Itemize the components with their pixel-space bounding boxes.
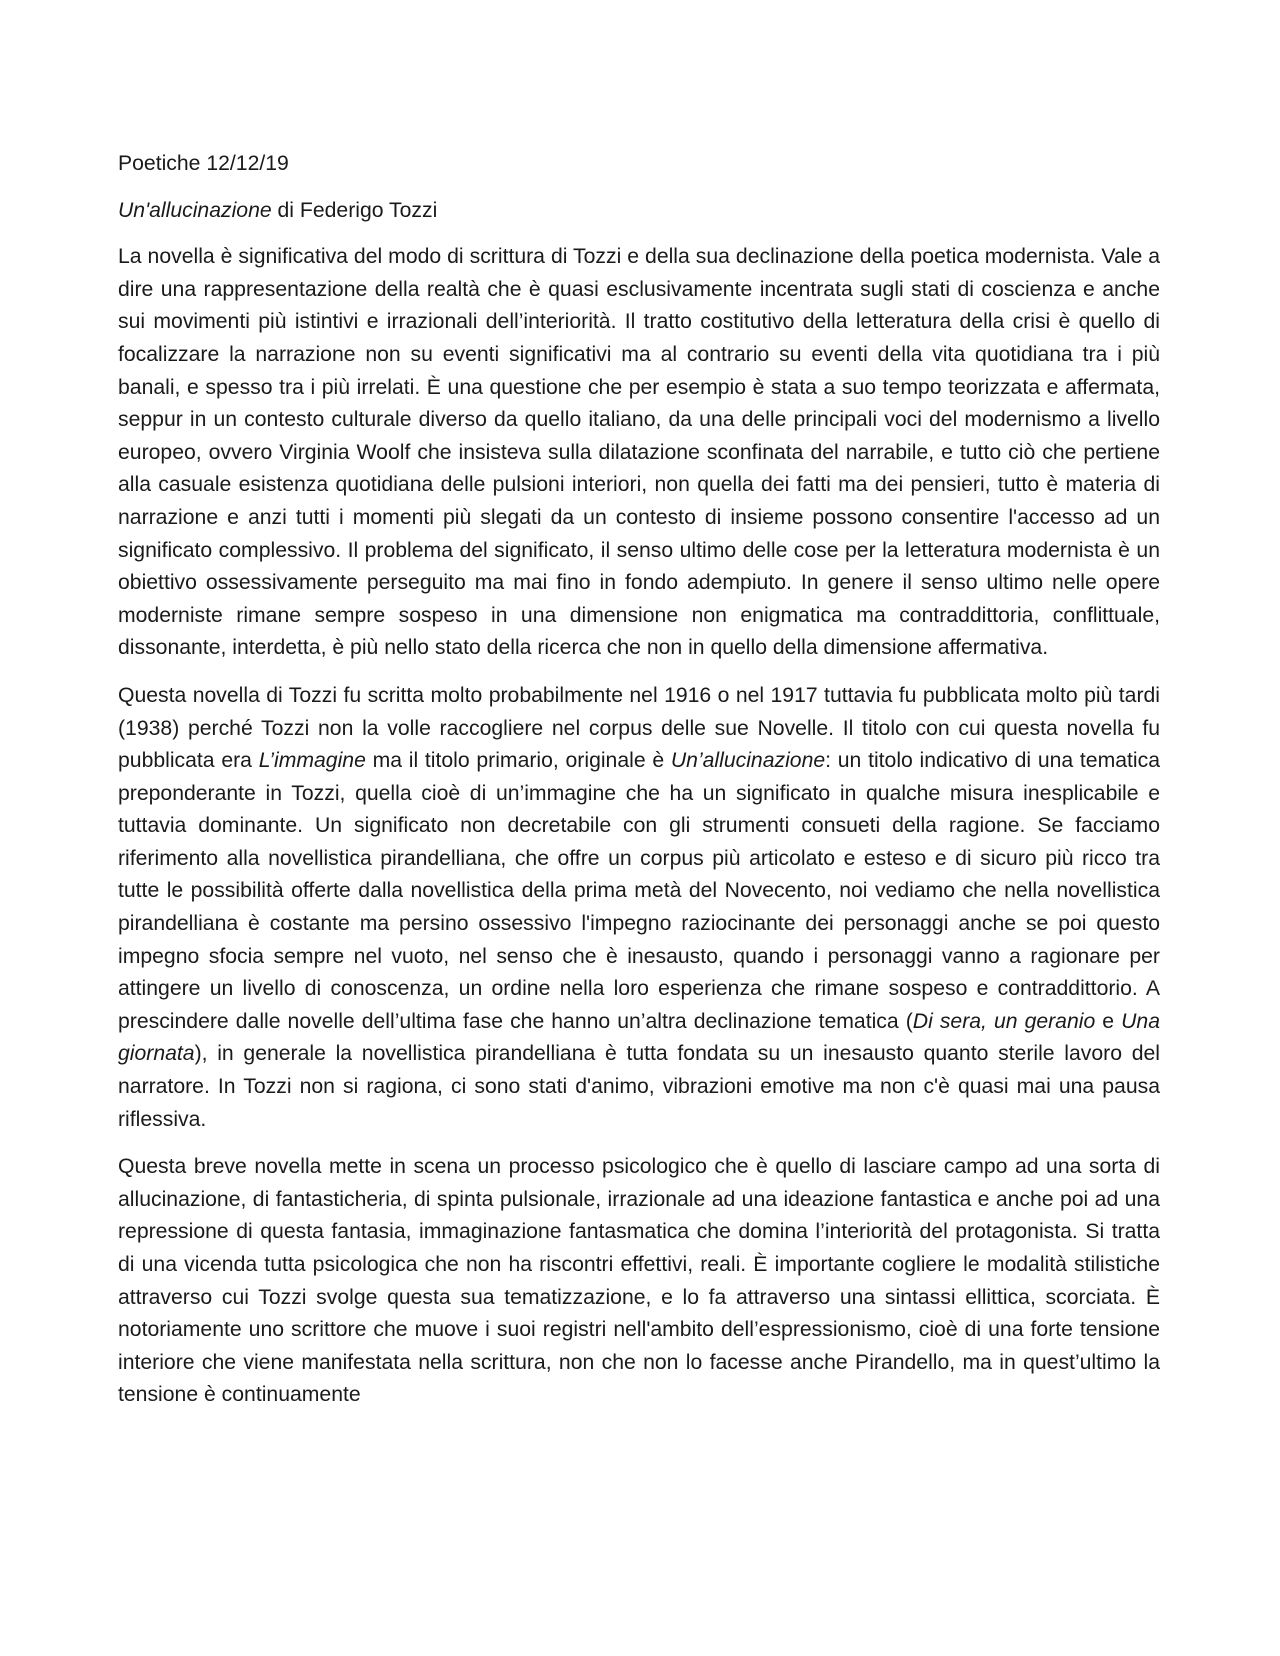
document-page (118, 148, 1160, 1427)
document-title (118, 195, 1160, 228)
paragraph-2-italic-4: Una giornata (118, 1009, 1160, 1066)
paragraph-2-part-5: ), in generale la novellistica pirandelliana è tutta fondata su un inesausto quanto sterile lavoro del narratore. In Tozzi non si ragiona, ci sono stati d'animo, vibrazioni emotive ma non c'è quasi mai una pausa riflessiva. (118, 1042, 1160, 1131)
paragraph-1: La novella è significativa del modo di scrittura di Tozzi e della sua declinazione della poetica modernista. Vale a dire una rappresentazione della realtà che è quasi esclusivamente incentrata sugli stati di coscienza e anche sui movimenti più istintivi e irrazionali dell’interiorità. Il tratto costitutivo della letteratura della crisi è quello di focalizzare la narrazione non su eventi significativi ma al contrario su eventi della vita quotidiana tra i più banali, e spesso tra i più irrelati. È una questione che per esempio è stata a suo tempo teorizzata e affermata, seppur in un contesto culturale diverso da quello italiano, da una delle principali voci del modernismo a livello europeo, ovvero Virginia Woolf che insisteva sulla dilatazione sconfinata del narrabile, e tutto ciò che pertiene alla casuale esistenza quotidiana delle pulsioni interiori, non quella dei fatti ma dei pensieri, tutto è materia di narrazione e anzi tutti i momenti più slegati da un contesto di insieme possono consentire l'accesso ad un significato complessivo. Il problema del significato, il senso ultimo delle cose per la letteratura modernista è un obiettivo ossessivamente perseguito ma mai fino in fondo adempiuto. In genere il senso ultimo nelle opere moderniste rimane sempre sospeso in una dimensione non enigmatica ma contraddittoria, conflittuale, dissonante, interdetta, è più nello stato della ricerca che non in quello della dimensione affermativa. (118, 245, 1160, 660)
paragraph-2-italic-2: Un’allucinazione (670, 749, 826, 773)
paragraph-3: Questa breve novella mette in scena un processo psicologico che è quello di lasciare campo ad una sorta di allucinazione, di fantasticheria, di spinta pulsionale, irrazionale ad una ideazione fantastica e anche poi ad una repressione di questa fantasia, immaginazione fantasmatica che domina l’interiorità del protagonista. Si tratta di una vicenda tutta psicologica che non ha riscontri effettivi, reali. È importante cogliere le modalità stilistiche attraverso cui Tozzi svolge questa sua tematizzazione, e lo fa attraverso una sintassi ellittica, scorciata. È notoriamente uno scrittore che muove i suoi registri nell'ambito dell’espressionismo, cioè di una forte tensione interiore che viene manifestata nella scrittura, non che non lo facesse anche Pirandello, ma in quest’ultimo la tensione è continuamente (118, 1155, 1160, 1407)
paragraph-2-italic-3: Di sera, un geranio (912, 1009, 1096, 1033)
paragraph-2 (118, 680, 1160, 1136)
paragraph-2-part-3: : un titolo indicativo di una tematica preponderante in Tozzi, quella cioè di un’immagine che ha un significato in qualche misura inesplicabile e tuttavia dominante. Un significato non decretabile con gli strumenti consueti della ragione. Se facciamo riferimento alla novellistica pirandelliana, che offre un corpus più articolato e esteso e di sicuro più ricco tra tutte le possibilità offerte dalla novellistica della prima metà del Novecento, noi vediamo che nella novellistica pirandelliana è costante ma persino ossessivo l'impegno raziocinante dei personaggi anche se poi questo impegno sfocia sempre nel vuoto, nel senso che è inesausto, quando i personaggi vanno a ragionare per attingere un livello di conoscenza, un ordine nella loro esperienza che rimane sospeso e contraddittorio. A prescindere dalle novelle dell’ultima fase che hanno un’altra declinazione tematica ( (118, 749, 1160, 1033)
title-italic: Un'allucinazione (118, 198, 272, 222)
document-header: Poetiche 12/12/19 (118, 152, 289, 175)
paragraph-2-part-2: ma il titolo primario, originale è (365, 749, 671, 773)
paragraph-2-part-1: Questa novella di Tozzi fu scritta molto probabilmente nel 1916 o nel 1917 tuttavia fu pubblicata molto più tardi (1938) perché Tozzi non la volle raccogliere nel corpus delle sue Novelle. Il titolo con cui questa novella fu pubblicata era (118, 683, 1160, 773)
title-rest: di Federigo Tozzi (271, 198, 438, 222)
paragraph-2-italic-1: L’immagine (258, 749, 366, 773)
paragraph-2-part-4: e (1095, 1009, 1122, 1033)
